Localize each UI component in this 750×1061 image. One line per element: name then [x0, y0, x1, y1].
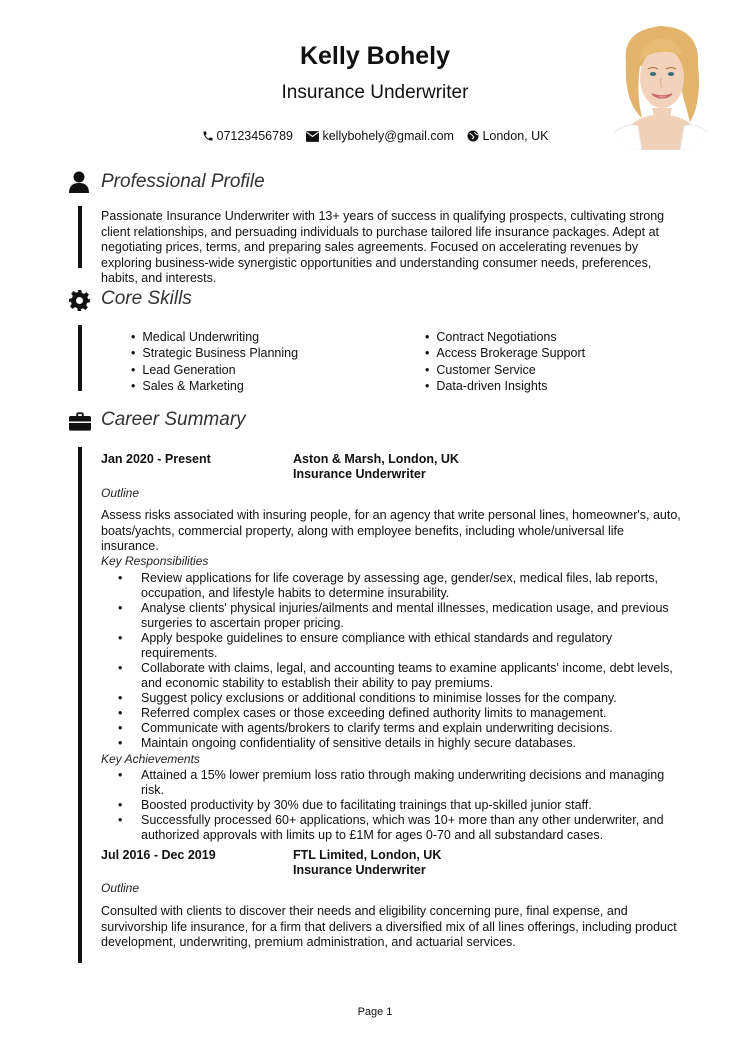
section-bar-skills — [78, 325, 82, 391]
list-item: • Strategic Business Planning — [131, 345, 298, 361]
list-item: • Collaborate with claims, legal, and accounting teams to examine applicants' income, debt levels, and economic stability to establish their ability to pay premiums. — [101, 661, 681, 691]
user-icon — [69, 171, 89, 198]
section-title-profile: Professional Profile — [101, 171, 265, 192]
job-2-outline: Consulted with clients to discover their needs and eligibility concerning pure, final expense, and survivorship life insurance, for a firm that delivers a diversified mix of all lines offerings, including product development, underwriting, premium administration, and actuarial services. — [101, 904, 677, 949]
list-item: • Analyse clients' physical injuries/ailments and mental illnesses, medication usage, and previous surgeries to ascertain proper pricing. — [101, 601, 681, 631]
list-item: • Contract Negotiations — [425, 329, 585, 345]
list-item: • Attained a 15% lower premium loss ratio through making underwriting decisions and managing risk. — [101, 768, 681, 798]
list-item: • Suggest policy exclusions or additional conditions to minimise losses for the company. — [101, 691, 681, 706]
job-1-header — [293, 452, 459, 482]
contact-phone-text: 07123456789 — [216, 129, 293, 143]
globe-icon — [467, 130, 479, 142]
job-1-dates: Jan 2020 - Present — [101, 452, 211, 466]
job-1-company: Aston & Marsh, London, UK — [293, 452, 459, 466]
job-1-achievements-label: Key Achievements — [101, 752, 200, 766]
job-2-header — [293, 848, 441, 878]
candidate-name: Kelly Bohely — [299, 42, 451, 70]
section-title-skills: Core Skills — [101, 288, 192, 309]
list-item: • Maintain ongoing confidentiality of sensitive details in highly secure databases. — [101, 736, 681, 751]
list-item: • Review applications for life coverage by assessing age, gender/sex, medical files, lab reports, occupation, and lifestyle habits to determine insurability. — [101, 571, 681, 601]
contact-location-text: London, UK — [482, 129, 549, 143]
profile-photo — [612, 22, 710, 150]
list-item: • Successfully processed 60+ applications, which was 10+ more than any other underwriter, and authorized approvals with limits up to £1M for ages 0-70 and all substandard cases. — [101, 813, 681, 843]
briefcase-icon — [69, 412, 91, 436]
job-2-outline-label: Outline — [101, 881, 140, 895]
list-item: • Customer Service — [425, 362, 585, 378]
candidate-title: Insurance Underwriter — [281, 82, 469, 103]
skills-list-left — [131, 329, 298, 394]
page-number: Page 1 — [357, 1006, 393, 1018]
contact-email-text: kellybohely@gmail.com — [322, 129, 454, 143]
list-item: • Access Brokerage Support — [425, 345, 585, 361]
section-title-career: Career Summary — [101, 409, 246, 430]
profile-text: Passionate Insurance Underwriter with 13+ years of success in qualifying prospects, cultivating strong client relationships, and persuading individuals to purchase tailored life insurance packages. Adept at negotiating prices, terms, and preparing sales agreements. Focused on accelerating revenues by exploring business-wide synergistic opportunities and understanding consumer needs, preferences, habits, and interests. — [101, 209, 665, 285]
list-item: • Data-driven Insights — [425, 378, 585, 394]
job-1-role: Insurance Underwriter — [293, 467, 426, 481]
job-1-responsibilities-label: Key Responsibilities — [101, 554, 209, 568]
contact-email[interactable] — [306, 129, 457, 143]
phone-icon — [202, 130, 214, 142]
gear-icon — [69, 290, 90, 316]
section-bar-profile — [78, 206, 82, 268]
list-item: • Lead Generation — [131, 362, 298, 378]
list-item: • Boosted productivity by 30% due to facilitating trainings that up-skilled junior staff. — [101, 798, 681, 813]
envelope-icon — [306, 131, 319, 142]
list-item: • Medical Underwriting — [131, 329, 298, 345]
section-bar-career — [78, 447, 82, 963]
list-item: • Communicate with agents/brokers to clarify terms and explain underwriting decisions. — [101, 721, 681, 736]
contact-phone[interactable] — [202, 129, 297, 143]
contact-location — [467, 129, 548, 143]
job-1-outline-label: Outline — [101, 486, 140, 500]
job-1-responsibilities-list — [101, 571, 681, 751]
job-1-achievements-list — [101, 768, 681, 843]
list-item: • Sales & Marketing — [131, 378, 298, 394]
job-1-outline: Assess risks associated with insuring people, for an agency that write personal lines, homeowner's, auto, boats/yachts, commercial property, along with employee benefits, including whole/universal life insurance. — [101, 508, 681, 553]
skills-list-right — [425, 329, 585, 394]
job-2-company: FTL Limited, London, UK — [293, 848, 442, 862]
job-2-dates: Jul 2016 - Dec 2019 — [101, 848, 216, 862]
job-2-role: Insurance Underwriter — [293, 863, 426, 877]
list-item: • Referred complex cases or those exceeding defined authority limits to management. — [101, 706, 681, 721]
list-item: • Apply bespoke guidelines to ensure compliance with ethical standards and regulatory requirements. — [101, 631, 681, 661]
